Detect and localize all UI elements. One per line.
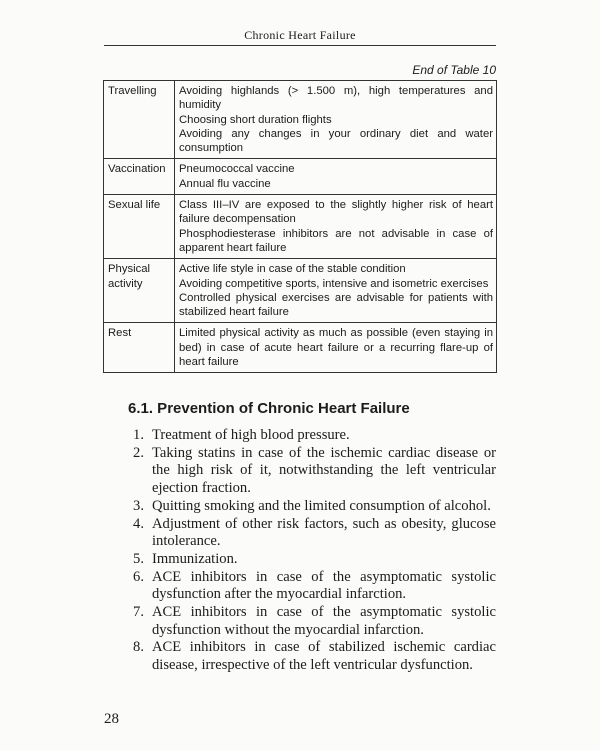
- prevention-list: [104, 427, 496, 675]
- item-number: 3.: [133, 497, 144, 514]
- item-number: 7.: [133, 604, 144, 621]
- item-text: Taking statins in case of the ischemic cardiac disease or the high risk of it, notwithstanding the left ventricular ejection fraction.: [152, 444, 496, 497]
- item-number: 4.: [133, 515, 144, 532]
- item-text: ACE inhibitors in case of the asymptomatic systolic dysfunction after the myocardial infarction.: [152, 568, 496, 603]
- category-label: activity: [108, 277, 143, 290]
- list-item: [104, 516, 496, 551]
- advice-cell: [175, 259, 497, 323]
- item-text: ACE inhibitors in case of stabilized ischemic cardiac disease, irrespective of the left ventricular dysfunction.: [152, 639, 496, 674]
- advice-line: Choosing short duration flights: [179, 113, 332, 126]
- item-number: 8.: [133, 639, 144, 656]
- header-rule: [104, 45, 496, 46]
- category-label: Vaccination: [108, 163, 166, 176]
- table-row: [104, 81, 497, 159]
- item-text: ACE inhibitors in case of the asymptomatic systolic dysfunction without the myocardial infarction.: [152, 604, 496, 638]
- table-row: [104, 195, 497, 259]
- category-cell: [104, 195, 175, 259]
- category-cell: [104, 159, 175, 195]
- category-label: Travelling: [108, 85, 157, 97]
- item-text: Treatment of high blood pressure.: [152, 427, 350, 443]
- item-text: Quitting smoking and the limited consumption of alcohol.: [152, 497, 491, 514]
- page-number: 28: [104, 711, 119, 727]
- section-heading: 6.1. Prevention of Chronic Heart Failure: [128, 400, 410, 417]
- table-continuation-note: End of Table 10: [412, 63, 496, 77]
- item-text: Immunization.: [152, 550, 238, 567]
- advice-cell: [175, 159, 497, 195]
- advice-line: Phosphodiesterase inhibitors are not advisable in case of apparent heart failure: [179, 227, 493, 254]
- category-label: Sexual life: [108, 199, 161, 212]
- list-item: [104, 498, 496, 516]
- advice-cell: [175, 195, 497, 259]
- advice-line: Class III–IV are exposed to the slightly higher risk of heart failure decompensation: [179, 199, 493, 226]
- advice-line: Controlled physical exercises are advisable for patients with stabilized heart failure: [179, 291, 493, 319]
- item-number: 1.: [133, 427, 144, 443]
- category-label: Rest: [108, 327, 132, 340]
- advice-line: Limited physical activity as much as possible (even staying in bed) in case of acute heart failure or a recurring flare-up of heart failure: [179, 327, 493, 369]
- lifestyle-advice-table: [103, 80, 497, 373]
- item-number: 5.: [133, 550, 144, 567]
- category-cell: [104, 81, 175, 159]
- advice-cell: [175, 81, 497, 159]
- item-number: 6.: [133, 568, 144, 585]
- running-head: Chronic Heart Failure: [244, 28, 356, 42]
- item-number: 2.: [133, 444, 144, 461]
- category-label: Physical: [108, 263, 151, 276]
- table-row: [104, 323, 497, 373]
- item-text: Adjustment of other risk factors, such as obesity, glucose intolerance.: [152, 515, 496, 550]
- advice-line: Active life style in case of the stable condition: [179, 263, 406, 276]
- advice-line: Avoiding competitive sports, intensive and isometric exercises: [179, 277, 489, 290]
- category-cell: [104, 323, 175, 373]
- list-item: [104, 551, 496, 569]
- table-row: [104, 159, 497, 195]
- table-row: [104, 259, 497, 323]
- category-cell: [104, 259, 175, 323]
- list-item: [104, 639, 496, 674]
- list-item: [104, 445, 496, 498]
- advice-line: Annual flu vaccine: [179, 177, 271, 190]
- list-item: [104, 427, 496, 445]
- list-item: [104, 604, 496, 639]
- advice-line: Pneumococcal vaccine: [179, 163, 295, 176]
- advice-cell: [175, 323, 497, 373]
- advice-line: Avoiding any changes in your ordinary diet and water consumption: [179, 127, 493, 155]
- advice-line: Avoiding highlands (> 1.500 m), high temperatures and humidity: [179, 85, 493, 112]
- list-item: [104, 569, 496, 604]
